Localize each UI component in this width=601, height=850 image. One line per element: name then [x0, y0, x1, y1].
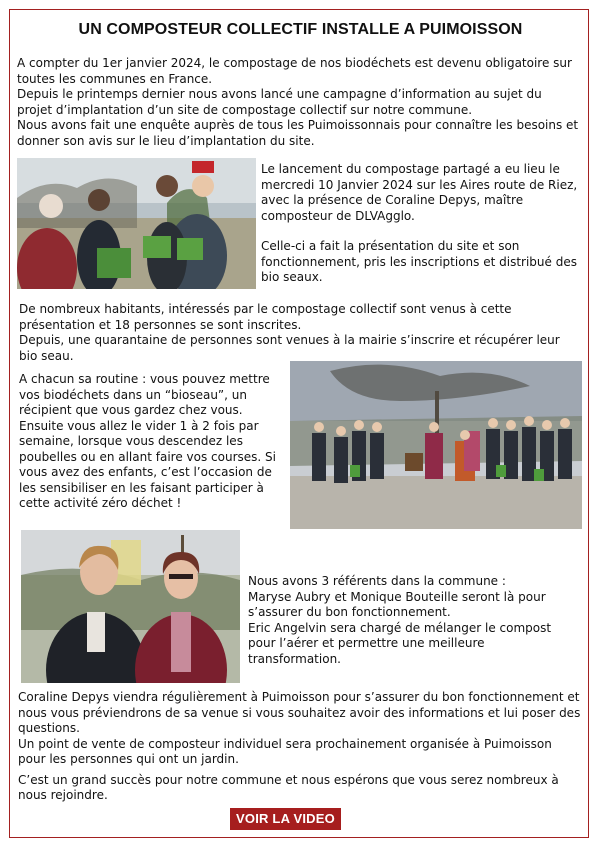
launch-paragraph-1: Le lancement du compostage partagé a eu lieu le mercredi 10 Janvier 2024 sur les Aires route de Riez, avec la présence de Coraline Depys, maître composteur de DLVAgglo. [261, 162, 578, 223]
referents-paragraph-3: Eric Angelvin sera chargé de mélanger le compost pour l’aérer et permettre une meilleure transformation. [248, 620, 552, 666]
intro-paragraph-2: Depuis le printemps dernier nous avons lancé une campagne d’information au sujet du projet d’implantation d’un site de compostage collectif sur notre commune. [17, 87, 542, 117]
referents-paragraph-1: Nous avons 3 référents dans la commune : [248, 574, 506, 588]
launch-text [261, 162, 579, 286]
closing-paragraph-2: Un point de vente de composteur individuel sera prochainement organisée à Puimoisson pour les personnes qui ont un jardin. [18, 736, 552, 766]
residents-paragraph-2: Depuis, une quarantaine de personnes sont venues à la mairie s’inscrire et récupérer leur bio seau. [19, 333, 560, 363]
referents-text [248, 574, 580, 667]
closing-paragraph-3: C’est un grand succès pour notre commune et nous espérons que vous serez nombreux à nous rejoindre. [18, 772, 559, 802]
closing-text [18, 690, 581, 804]
watch-video-button[interactable]: VOIR LA VIDEO [230, 808, 341, 830]
photo-referents [21, 530, 240, 683]
launch-paragraph-2: Celle-ci a fait la présentation du site et son fonctionnement, pris les inscriptions et distribué des bio seaux. [261, 239, 577, 284]
intro-paragraph-3: Nous avons fait une enquête auprès de tous les Puimoissonnais pour connaître les besoins et donner son avis sur le lieu d’implantation du site. [17, 118, 579, 148]
routine-text [19, 372, 285, 512]
photo-group-composting-site [290, 361, 582, 529]
page-title: UN COMPOSTEUR COLLECTIF INSTALLE A PUIMOISSON [78, 21, 523, 38]
photo-bio-seaux-distribution [17, 158, 256, 289]
residents-paragraph-1: De nombreux habitants, intéressés par le compostage collectif sont venus à cette présentation et 18 personnes se sont inscrites. [19, 302, 512, 332]
routine-paragraph: A chacun sa routine : vous pouvez mettre vos biodéchets dans un “bioseau”, un récipient que vous gardez chez vous. Ensuite vous allez le vider 1 à 2 fois par semaine, lorsque vous descendez les poubelles ou en allant faire vos courses. Si vous avez des enfants, c’est l’occasion de les sensibiliser en les faisant participer à cette activité zéro déchet ! [19, 372, 276, 510]
closing-paragraph-1: Coraline Depys viendra régulièrement à Puimoisson pour s’assurer du bon fonctionnement et nous vous préviendrons de sa venue si vous souhaitez avoir des informations et lui poser des questions. [18, 690, 581, 735]
residents-text [19, 302, 580, 364]
referents-paragraph-2: Maryse Aubry et Monique Bouteille seront là pour s’assurer du bon fonctionnement. [248, 589, 546, 619]
intro-paragraph-1: A compter du 1er janvier 2024, le compostage de nos biodéchets est devenu obligatoire sur toutes les communes en France. [17, 56, 572, 86]
intro-text [17, 56, 580, 149]
